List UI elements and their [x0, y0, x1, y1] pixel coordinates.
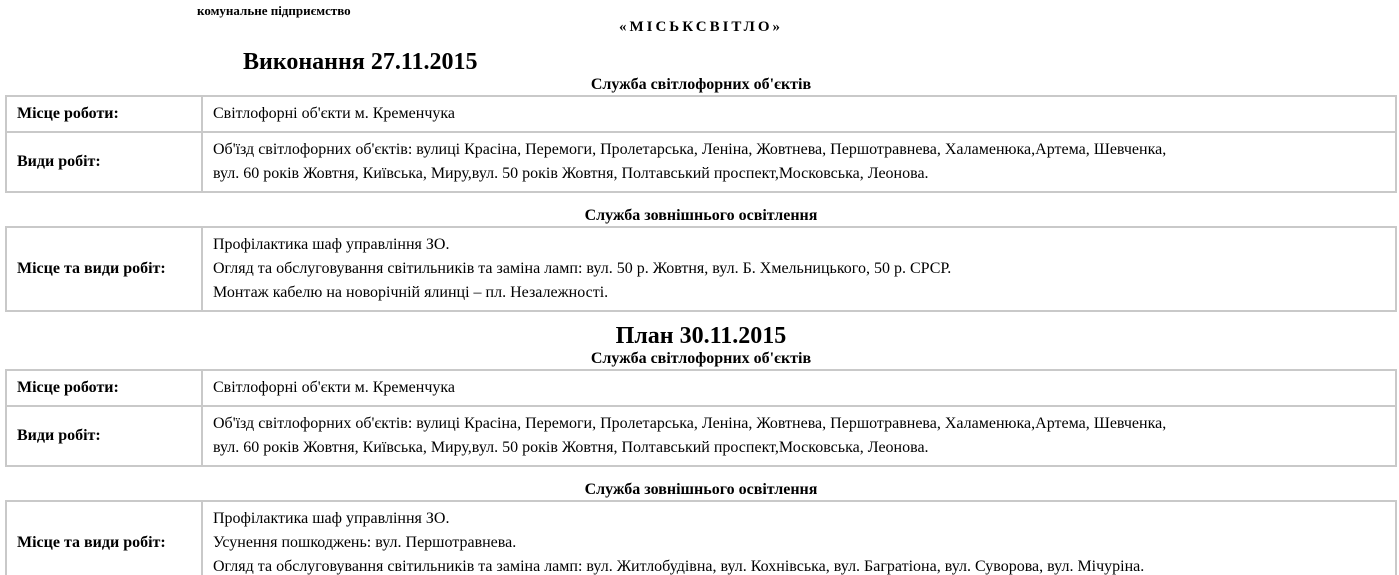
table-row — [6, 96, 1396, 132]
content-line: Світлофорні об'єкти м. Кременчука — [213, 379, 455, 396]
content-line: Світлофорні об'єкти м. Кременчука — [213, 105, 455, 122]
work-table — [5, 500, 1397, 575]
row-content — [202, 96, 1396, 132]
content-line: Об'їзд світлофорних об'єктів: вулиці Красіна, Перемоги, Пролетарська, Леніна, Жовтнева, Першотравнева, Халаменюка,Артема, Шевченка, — [213, 415, 1167, 432]
content-line: Профілактика шаф управління ЗО. — [213, 510, 450, 527]
service-heading: Служба зовнішнього освітлення — [584, 481, 818, 498]
work-table — [5, 369, 1397, 467]
row-label: Місце роботи: — [6, 96, 202, 132]
content-line: вул. 60 років Жовтня, Київська, Миру,вул. 50 років Жовтня, Полтавський проспект,Московська, Леонова. — [213, 165, 929, 182]
content-line: Профілактика шаф управління ЗО. — [213, 236, 450, 253]
org-type-text: комунальне підприємство — [197, 3, 351, 18]
table-row — [6, 501, 1396, 575]
section-title-execution: Виконання 27.11.2015 — [243, 49, 478, 75]
row-label: Місце та види робіт: — [6, 227, 202, 311]
row-content — [202, 370, 1396, 406]
row-content — [202, 406, 1396, 466]
row-content — [202, 132, 1396, 192]
row-label: Місце роботи: — [6, 370, 202, 406]
content-line: Огляд та обслуговування світильників та заміна ламп: вул. 50 р. Жовтня, вул. Б. Хмельницького, 50 р. СРСР. — [213, 260, 952, 277]
org-name-text: «МІСЬКСВІТЛО» — [618, 19, 784, 35]
table-row — [6, 227, 1396, 311]
table-row — [6, 132, 1396, 192]
work-table — [5, 95, 1397, 193]
table-row — [6, 406, 1396, 466]
row-label: Види робіт: — [6, 406, 202, 466]
row-content — [202, 501, 1396, 575]
service-heading: Служба світлофорних об'єктів — [590, 76, 812, 93]
work-table — [5, 226, 1397, 312]
table-row — [6, 370, 1396, 406]
content-line: Усунення пошкоджень: вул. Першотравнева. — [213, 534, 517, 551]
row-content — [202, 227, 1396, 311]
content-line: Об'їзд світлофорних об'єктів: вулиці Красіна, Перемоги, Пролетарська, Леніна, Жовтнева, Першотравнева, Халаменюка,Артема, Шевченка, — [213, 141, 1167, 158]
row-label: Види робіт: — [6, 132, 202, 192]
section-title-plan: План 30.11.2015 — [615, 323, 787, 349]
content-line: Огляд та обслуговування світильників та заміна ламп: вул. Житлобудівна, вул. Кохнівська, вул. Багратіона, вул. Суворова, вул. Мічуріна. — [213, 558, 1145, 575]
content-line: вул. 60 років Жовтня, Київська, Миру,вул. 50 років Жовтня, Полтавський проспект,Московська, Леонова. — [213, 439, 929, 456]
row-label: Місце та види робіт: — [6, 501, 202, 575]
content-line: Монтаж кабелю на новорічній ялинці – пл. Незалежності. — [213, 284, 609, 301]
service-heading: Служба зовнішнього освітлення — [584, 207, 818, 224]
service-heading: Служба світлофорних об'єктів — [590, 350, 812, 367]
